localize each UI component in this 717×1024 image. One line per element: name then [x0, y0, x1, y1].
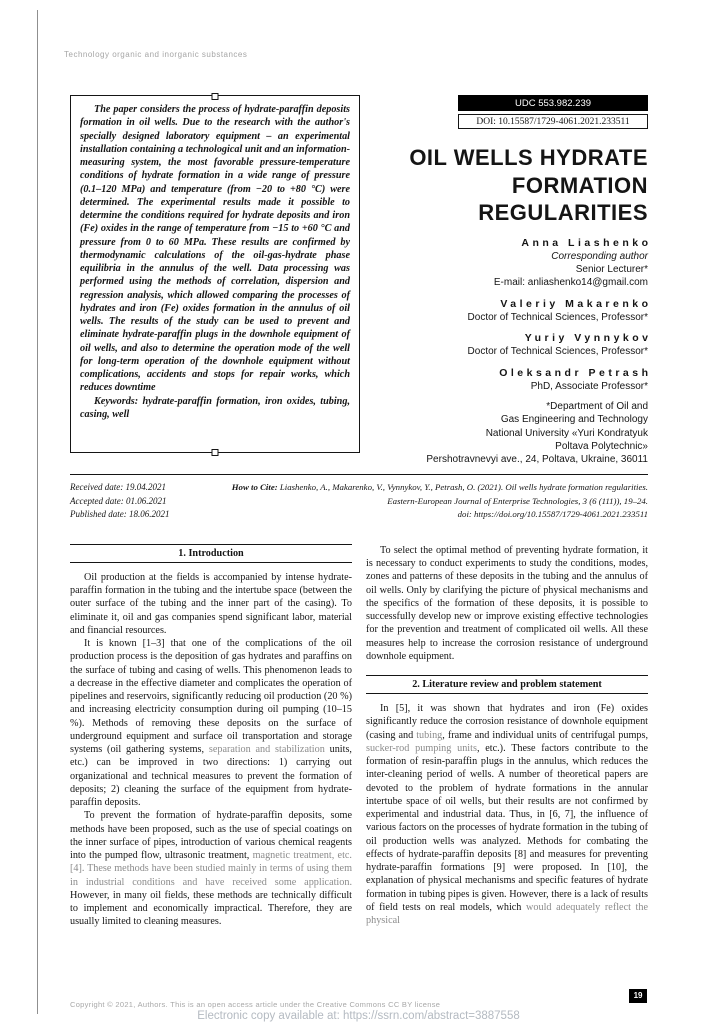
text-run: To prevent the formation of hydrate-paraffin deposits, some methods have been proposed, such as the use of special coatings on the inner surface of pipes, introduction of various chemical reagents into the pumped flow, ultrasonic treatment,	[70, 810, 352, 862]
paragraph	[366, 544, 648, 663]
date-line: Published date: 18.06.2021	[70, 509, 170, 520]
body-column-right	[366, 544, 648, 929]
author-detail: Corresponding author	[551, 250, 648, 262]
header-row	[70, 95, 652, 466]
author-detail: PhD, Associate Professor*	[530, 380, 648, 392]
text-run: However, in many oil fields, these methods are technically difficult to implement and economically impractical. Therefore, they are usually limited to cleaning measures.	[70, 889, 352, 928]
abstract-box	[70, 95, 360, 453]
title-line: REGULARITIES	[478, 200, 648, 225]
title-line: OIL WELLS HYDRATE	[409, 145, 648, 170]
ssrn-watermark-link[interactable]: Electronic copy available at: https://ssrn.com/abstract=3887558	[197, 1010, 520, 1022]
affiliation-line: Poltava Polytechnic»	[555, 440, 648, 452]
author-name: Valeriy Makarenko	[500, 297, 652, 310]
author-detail: Doctor of Technical Sciences, Professor*	[467, 311, 648, 323]
article-body	[70, 544, 648, 929]
author-detail: Senior Lecturer*	[575, 263, 648, 275]
cite-line	[232, 481, 648, 494]
copyright-line: Copyright © 2021, Authors. This is an open access article under the Creative Commons CC BY license	[70, 1000, 441, 1009]
author-name: Oleksandr Petrash	[499, 366, 652, 379]
affiliation-line: Gas Engineering and Technology	[500, 414, 648, 426]
text-run: It is known [1–3] that one of the complications of the oil production process is the deposition of gas hydrates and paraffins on the surface of tubing and casing of wells. This phenomenon leads to a decrease in the effective diameter and complicates the operation of pipelines and reservoirs, significantly reducing oil production (20 %) and increasing electricity consumption during oil pumping (10–15 %). Methods of removing these deposits on the surface of underground equipment and surface oil transportation and storage systems (oil gathering systems,	[70, 638, 352, 756]
abstract-keywords	[80, 395, 350, 422]
author-detail: Doctor of Technical Sciences, Professor*	[467, 346, 648, 358]
article-header	[366, 95, 652, 466]
text-run: , etc.). These factors contribute to the formation of resin-paraffin plugs in the annulus, which reduces the inter-cleaning period of wells. A number of theoretical papers are devoted to the problem of hydrate formations in the annular intertube space of oil wells, but their results are not confirmed by experimental and industrial data. Thus, in [6, 7], the influence of various factors on the processes of hydrate formation in the tubing of oil production wells was analyzed. Methods for combating the effects of hydrate-paraffin deposits [8] and measures for preventing hydrate-paraffin formations [9] were proposed. In [10], the explanation of physical mechanisms and specific features of hydrate formation in tubing pipes is given. However, there is a lack of results of field tests on real models, which	[366, 742, 648, 913]
doi-code: DOI: 10.15587/1729-4061.2021.233511	[458, 114, 648, 129]
abstract-text: The paper considers the process of hydrate-paraffin deposits formation in oil wells. Due to the research with the author's specially designed laboratory equipment – an experimental installation containing a technological unit and an information-measuring system, the most favorable pressure-temperature conditions of hydrate formation in a wide range of pressure (0.1–120 MPa) and temperature (from −20 to +80 °C) were determined. The experimental results made it possible to determine the conditions required for hydrate deposits and iron (Fe) oxides in the range of temperature from −15 to +60 °C and pressure from 0 to 60 MPa. These results are confirmed by thermodynamic calculations of the oil-gas-hydrate phase equilibria in the annulus of the well. Data processing was performed using the methods of correlation, dispersion and regression analysis, which allowed comparing the processes of hydrates and iron (Fe) oxides formation in the annulus of oil wells. The results of the study can be used to prevent and eliminate hydrate-paraffin plugs in the downhole equipment of oil wells, and also to determine the operation mode of the well for long-term operation of the downhole equipment without complications, accidents and stops for repair works, which reduces downtime	[80, 104, 350, 394]
running-head: Technology organic and inorganic substances	[64, 50, 248, 59]
paragraph	[70, 637, 352, 809]
text-run: , frame and individual units of centrifugal pumps,	[442, 729, 648, 741]
body-column-left	[70, 544, 352, 929]
text-run: tubing	[416, 729, 443, 741]
section-heading: 1. Introduction	[70, 544, 352, 563]
paragraph	[70, 809, 352, 928]
affiliation-line: *Department of Oil and	[546, 400, 648, 412]
cite-block	[232, 481, 648, 522]
cite-text: Liashenko, A., Makarenko, V., Vynnykov, Y., Petrash, O. (2021). Oil wells hydrate formation regularities.	[279, 482, 648, 493]
paragraph	[70, 571, 352, 637]
text-run: separation and stabilization	[208, 744, 325, 756]
text-run: magnetic treatment, etc. [4]. These methods have been studied mainly in terms of using them in industrial conditions and have received some application.	[70, 850, 352, 888]
paragraph	[366, 702, 648, 927]
affiliation-line: Pershotravnevyi ave., 24, Poltava, Ukraine, 36011	[426, 454, 648, 466]
keywords-text: hydrate-paraffin formation, iron oxides, tubing, casing, well	[80, 395, 350, 420]
cite-line: Eastern-European Journal of Enterprise Technologies, 3 (6 (111)), 19–24.	[387, 495, 648, 506]
meta-row	[70, 474, 648, 522]
title-line: FORMATION	[511, 172, 648, 198]
margin-rule	[37, 10, 38, 1014]
author-name: Yuriy Vynnykov	[524, 332, 652, 345]
keywords-label: Keywords:	[94, 395, 139, 407]
article-title	[366, 144, 648, 227]
how-to-cite-label: How to Cite:	[231, 482, 280, 493]
text-run: would adequately reflect the physical	[366, 901, 648, 927]
text-run: In [5], it was shown that hydrates and iron (Fe) oxides significantly reduce the corrosion resistance of downhole equipment (casing and	[366, 703, 648, 741]
date-line: Received date: 19.04.2021	[70, 482, 166, 493]
page-content	[70, 95, 652, 929]
text-run: units, etc.) can be improved in two directions: 1) carrying out organizational and technical measures to prevent the formation of deposits; 2) cleaning the surface of the equipment from hydrate-paraffin deposits.	[70, 744, 352, 809]
affiliation-line: National University «Yuri Kondratyuk	[485, 427, 648, 439]
text-run: Oil production at the fields is accompanied by intense hydrate-paraffin formation in the tubing and the intertube space (between the outer surface of the tubing and the inner part of the casing). To eliminate it, oil and gas companies spend significant labor, material and financial resources.	[70, 571, 352, 636]
cite-line: doi: https://doi.org/10.15587/1729-4061.2021.233511	[457, 508, 648, 519]
page-number-badge: 19	[629, 989, 647, 1003]
author-name: Anna Liashenko	[521, 236, 652, 249]
udc-code: UDC 553.982.239	[458, 95, 648, 111]
section-heading: 2. Literature review and problem statement	[366, 675, 648, 694]
author-detail: E-mail: anliashenko14@gmail.com	[493, 277, 648, 289]
authors-block	[366, 236, 652, 393]
affiliation-block	[366, 400, 648, 466]
dates-block	[70, 481, 170, 522]
date-line: Accepted date: 01.06.2021	[70, 495, 167, 506]
text-run: To select the optimal method of preventing hydrate formation, it is necessary to conduct experiments to study the conditions, modes, zones and patterns of these deposits in the tubing and the annulus of oil wells. Only by clarifying the picture of physical mechanisms and the specifics of the formation of these deposits, it is possible to successfully develop new or improve existing effective technologies for the prevention and treatment of complicated oil wells. All these measures help to increase the corrosion resistance of underground downhole equipment.	[366, 544, 648, 662]
text-run: sucker-rod pumping units	[366, 742, 477, 754]
